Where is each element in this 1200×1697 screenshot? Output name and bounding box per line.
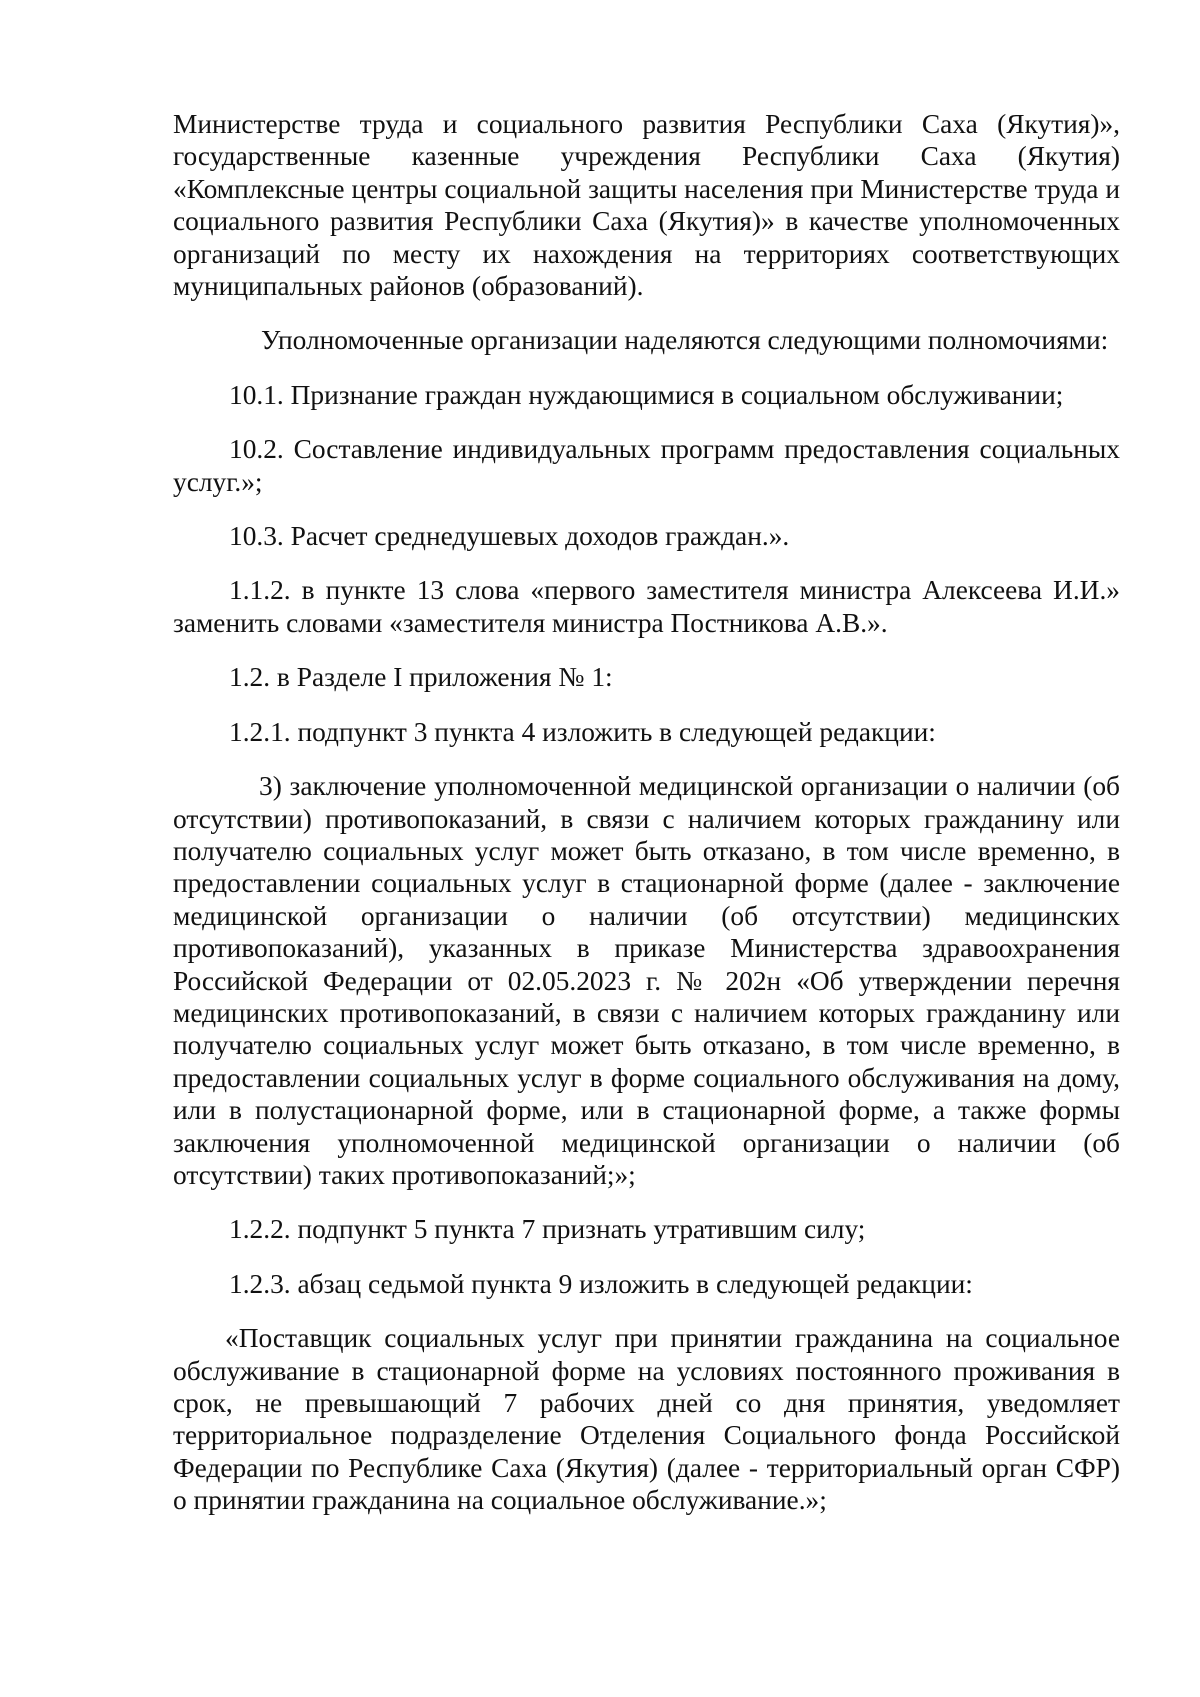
paragraph-1-2-1: 1.2.1. подпункт 3 пункта 4 изложить в следующей редакции: — [229, 716, 936, 747]
paragraph-10-3: 10.3. Расчет среднедушевых доходов граждан.». — [229, 521, 790, 552]
paragraph-10-2: 10.2. Составление индивидуальных программ предоставления социальных услуг.»; — [173, 434, 1120, 497]
paragraph-1-2: 1.2. в Разделе I приложения № 1: — [229, 662, 613, 693]
document-body — [173, 108, 1120, 1539]
paragraph-subitem-3: 3) заключение уполномоченной медицинской организации о наличии (об отсутствии) противопоказаний, в связи с наличием которых гражданину или получателю социальных услуг может быть отказано, в том числе временно, в предоставлении социальных услуг в стационарной форме (далее - заключение медицинской организации о наличии (об отсутствии) медицинских противопоказаний), указанных в приказе Министерства здравоохранения Российской Федерации от 02.05.2023 г. № 202н «Об утверждении перечня медицинских противопоказаний, в связи с наличием которых гражданину или получателю социальных услуг может быть отказано, в том числе временно, в предоставлении социальных услуг в форме социального обслуживания на дому, или в полустационарной форме, или в стационарной форме, а также формы заключения уполномоченной медицинской организации о наличии (об отсутствии) таких противопоказаний;»; — [173, 771, 1120, 1190]
paragraph-1-1-2: 1.1.2. в пункте 13 слова «первого заместителя министра Алексеева И.И.» заменить словами «заместителя министра Постникова А.В.». — [173, 575, 1120, 638]
paragraph-supplier-notice: «Поставщик социальных услуг при принятии гражданина на социальное обслуживание в стационарной форме на условиях постоянного проживания в срок, не превышающий 7 рабочих дней со дня принятия, уведомляет территориальное подразделение Отделения Социального фонда Российской Федерации по Республике Саха (Якутия) (далее - территориальный орган СФР) о принятии гражданина на социальное обслуживание.»; — [173, 1323, 1120, 1516]
paragraph-ministry-continuation: Министерстве труда и социального развития Республики Саха (Якутия)», государственные казенные учреждения Республики Саха (Якутия) «Комплексные центры социальной защиты населения при Министерстве труда и социального развития Республики Саха (Якутия)» в качестве уполномоченных организаций по месту их нахождения на территориях соответствующих муниципальных районов (образований). — [173, 109, 1120, 302]
paragraph-1-2-3: 1.2.3. абзац седьмой пункта 9 изложить в следующей редакции: — [229, 1268, 973, 1299]
paragraph-authorized-organizations: Уполномоченные организации наделяются следующими полномочиями: — [261, 325, 1109, 356]
paragraph-10-1: 10.1. Признание граждан нуждающимися в социальном обслуживании; — [229, 379, 1064, 410]
paragraph-1-2-2: 1.2.2. подпункт 5 пункта 7 признать утратившим силу; — [229, 1214, 866, 1245]
